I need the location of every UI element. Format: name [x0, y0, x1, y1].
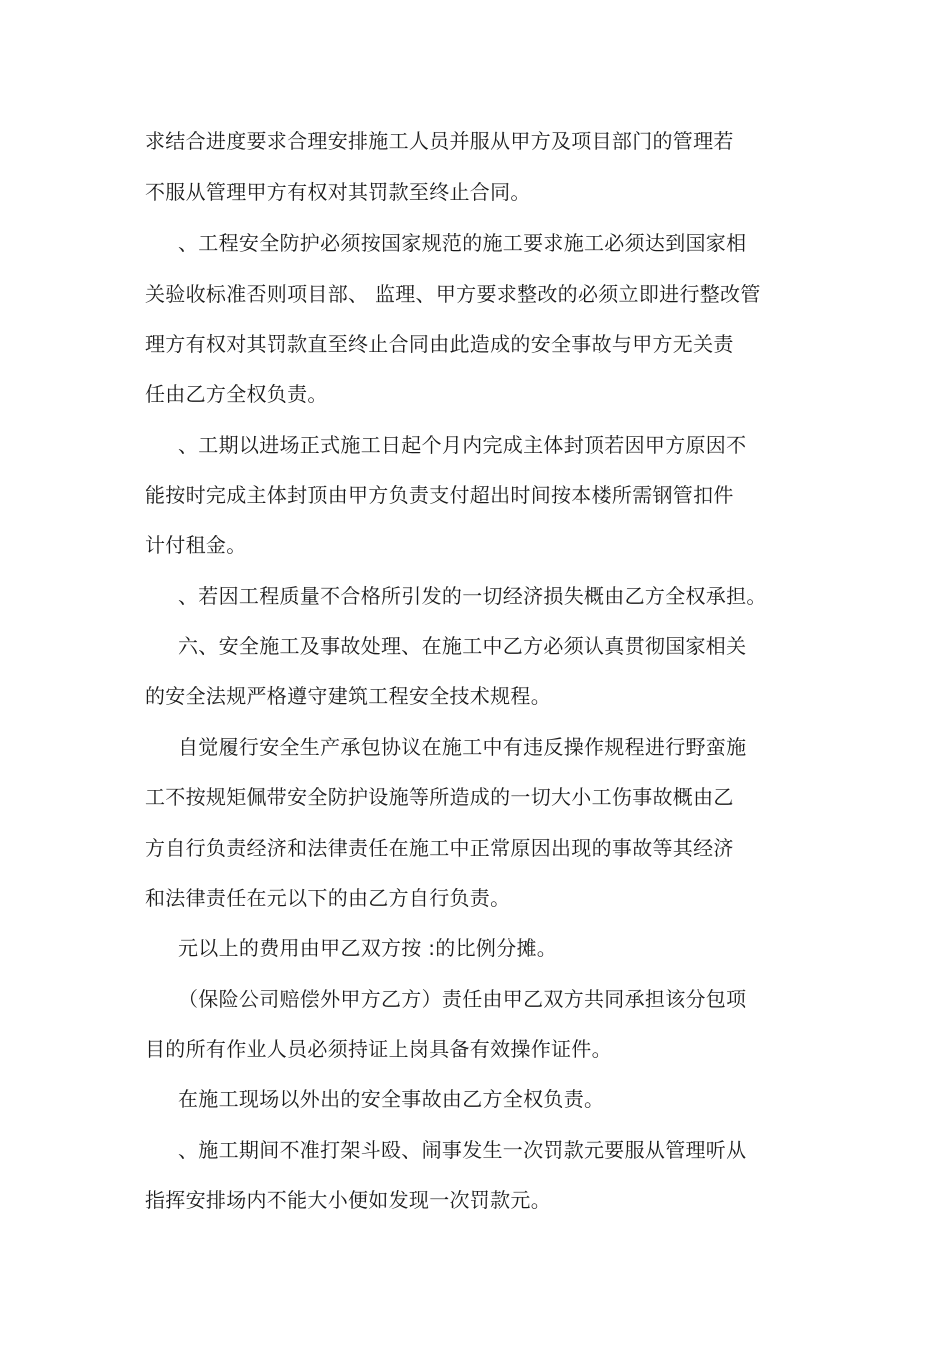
- text-line: 理方有权对其罚款直至终止合同由此造成的安全事故与甲方无关责: [145, 332, 734, 356]
- text-line: 、若因工程质量不合格所引发的一切经济损失概由乙方全权承担。: [178, 584, 767, 608]
- text-line: 指挥安排场内不能大小便如发现一次罚款元。: [145, 1188, 551, 1212]
- text-line: （保险公司赔偿外甲方乙方）责任由甲乙双方共同承担该分包项: [178, 987, 747, 1011]
- text-line: 不服从管理甲方有权对其罚款至终止合同。: [145, 180, 531, 204]
- text-line: 、工程安全防护必须按国家规范的施工要求施工必须达到国家相: [178, 231, 747, 255]
- text-line: 六、安全施工及事故处理、在施工中乙方必须认真贯彻国家相关: [178, 634, 747, 658]
- text-line: 、工期以进场正式施工日起个月内完成主体封顶若因甲方原因不: [178, 433, 747, 457]
- text-line: 和法律责任在元以下的由乙方自行负责。: [145, 886, 511, 910]
- text-line: 在施工现场以外出的安全事故由乙方全权负责。: [178, 1087, 605, 1111]
- text-line: 方自行负责经济和法律责任在施工中正常原因出现的事故等其经济: [145, 836, 734, 860]
- text-line: 自觉履行安全生产承包协议在施工中有违反操作规程进行野蛮施: [178, 735, 747, 759]
- text-line: 的安全法规严格遵守建筑工程安全技术规程。: [145, 684, 551, 708]
- text-line: 目的所有作业人员必须持证上岗具备有效操作证件。: [145, 1037, 612, 1061]
- text-line: 关验收标准否则项目部、 监理、甲方要求整改的必须立即进行整改管: [145, 282, 761, 306]
- text-line: 求结合进度要求合理安排施工人员并服从甲方及项目部门的管理若: [145, 129, 734, 153]
- text-line: 任由乙方全权负责。: [145, 382, 328, 406]
- text-line: 、施工期间不准打架斗殴、闹事发生一次罚款元要服从管理听从: [178, 1138, 747, 1162]
- text-line: 元以上的费用由甲乙双方按 :的比例分摊。: [178, 936, 558, 960]
- text-line: 工不按规矩佩带安全防护设施等所造成的一切大小工伤事故概由乙: [145, 785, 734, 809]
- text-line: 能按时完成主体封顶由甲方负责支付超出时间按本楼所需钢管扣件: [145, 483, 734, 507]
- text-line: 计付租金。: [145, 533, 247, 557]
